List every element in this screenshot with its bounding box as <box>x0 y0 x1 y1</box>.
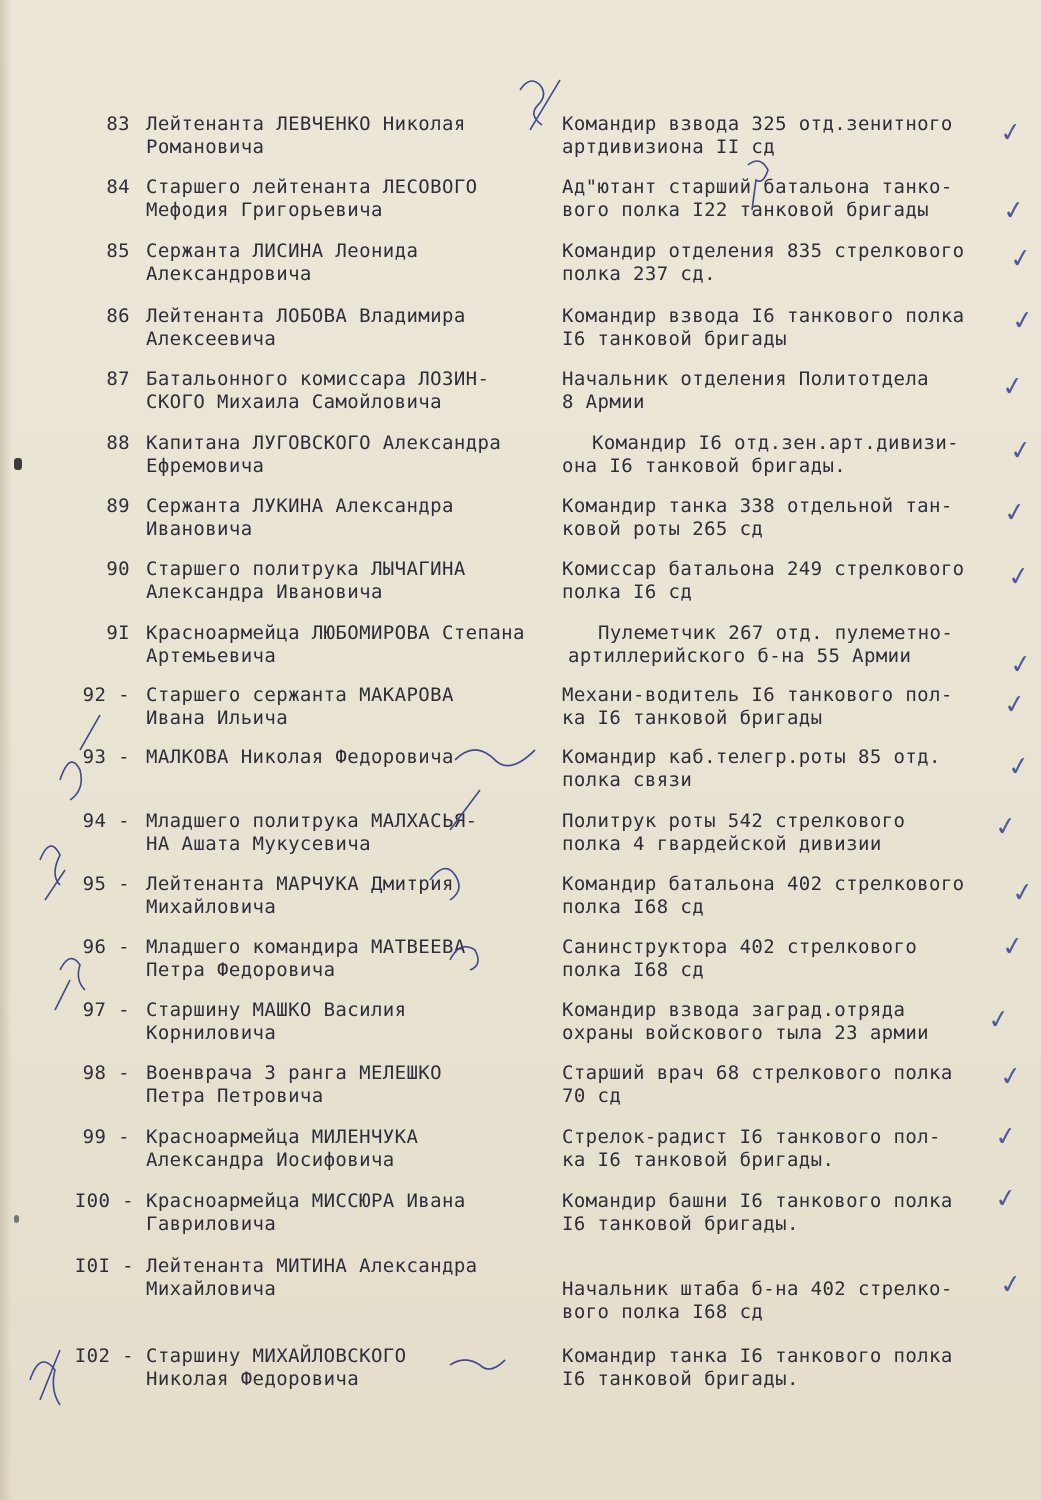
entry-number: 87 <box>106 368 130 390</box>
entry-number: 98 - <box>82 1062 130 1084</box>
entry-name-line: Александра Иосифовича <box>146 1149 395 1171</box>
entry-name-line: Лейтенанта ЛЕВЧЕНКО Николая <box>146 113 466 135</box>
check-mark-icon: ✓ <box>993 810 1019 844</box>
entry-position-line: I6 танковой бригады. <box>562 1368 799 1390</box>
entry-position-line: Комиссар батальона 249 стрелкового <box>562 558 965 580</box>
entry-name-line: Ефремовича <box>146 455 265 477</box>
entry-name-line: Капитана ЛУГОВСКОГО Александра <box>146 432 502 454</box>
entry-position-line: Командир танка I6 танкового полка <box>562 1345 953 1367</box>
entry-position-line: Ад"ютант старший батальона танко- <box>562 176 953 198</box>
entry-name-line: Старшину МИХАЙЛОВСКОГО <box>146 1345 407 1367</box>
check-mark-icon: ✓ <box>1010 304 1036 338</box>
entry-name-line: Александровича <box>146 263 312 285</box>
entry-name-line: СКОГО Михаила Самойловича <box>146 391 442 413</box>
entry-position-line: Начальник штаба б-на 402 стрелко- <box>562 1278 953 1300</box>
entry-number: 93 - <box>82 746 130 768</box>
check-mark-icon: ✓ <box>993 1120 1019 1154</box>
entry-position-line: 8 Армии <box>562 391 645 413</box>
entry-name-line: Красноармейца МИЛЕНЧУКА <box>146 1126 419 1148</box>
entry-position-line: полка I6 сд <box>562 581 693 603</box>
entry-position-line: вого полка I68 сд <box>562 1301 764 1323</box>
entry-number: 94 - <box>82 810 130 832</box>
entry-number: 97 - <box>82 999 130 1021</box>
entry-name-line: Красноармейца МИССЮРА Ивана <box>146 1190 466 1212</box>
entry-number: 96 - <box>82 936 130 958</box>
check-mark-icon: ✓ <box>998 1060 1024 1094</box>
entry-number: I00 - <box>74 1190 134 1212</box>
entry-position-line: она I6 танковой бригады. <box>562 455 847 477</box>
entry-position-line: Старший врач 68 стрелкового полка <box>562 1062 953 1084</box>
check-mark-icon: ✓ <box>998 1268 1024 1302</box>
entry-position-line: полка 237 сд. <box>562 263 716 285</box>
entry-position-line: Политрук роты 542 стрелкового <box>562 810 906 832</box>
entry-name-line: Корниловича <box>146 1022 277 1044</box>
check-mark-icon: ✓ <box>1010 876 1036 910</box>
entry-number: 92 - <box>82 684 130 706</box>
check-mark-icon: ✓ <box>1000 930 1026 964</box>
entry-name-line: Лейтенанта ЛОБОВА Владимира <box>146 305 466 327</box>
entry-number: 86 <box>106 305 130 327</box>
entry-position-line: полка I68 сд <box>562 959 705 981</box>
entry-position-line: 70 сд <box>562 1085 622 1107</box>
entry-position-line: охраны войскового тыла 23 армии <box>562 1022 930 1044</box>
entry-number: 84 <box>106 176 130 198</box>
entry-position-line: Командир башни I6 танкового полка <box>562 1190 953 1212</box>
entry-name-line: Младшего командира МАТВЕЕВА <box>146 936 466 958</box>
entry-position-line: Командир батальона 402 стрелкового <box>562 873 965 895</box>
entry-name-line: Гавриловича <box>146 1213 277 1235</box>
entry-name-line: Лейтенанта МИТИНА Александра <box>146 1255 478 1277</box>
entry-position-line: ковой роты 265 сд <box>562 518 764 540</box>
check-mark-icon: ✓ <box>1006 560 1032 594</box>
entry-name-line: Мефодия Григорьевича <box>146 199 383 221</box>
entry-name-line: Петра Федоровича <box>146 959 336 981</box>
entry-position-line: Санинструктора 402 стрелкового <box>562 936 918 958</box>
entry-name-line: Сержанта ЛИСИНА Леонида <box>146 240 419 262</box>
entry-name-line: Романовича <box>146 136 265 158</box>
entry-number: 88 <box>106 432 130 454</box>
entry-position-line: Командир танка 338 отдельной тан- <box>562 495 953 517</box>
entry-position-line: I6 танковой бригады. <box>562 1213 799 1235</box>
entry-name-line: Артемьевича <box>146 645 277 667</box>
entry-position-line: I6 танковой бригады <box>562 328 787 350</box>
entry-position-line: полка связи <box>562 769 693 791</box>
entry-position-line: ка I6 танковой бригады <box>562 707 823 729</box>
check-mark-icon: ✓ <box>993 1182 1019 1216</box>
entry-position-line: артиллерийского б-на 55 Армии <box>568 645 912 667</box>
entry-name-line: Михайловича <box>146 1278 277 1300</box>
entry-number: I0I - <box>74 1255 134 1277</box>
entry-name-line: Младшего политрука МАЛХАСЬЯ- <box>146 810 478 832</box>
entry-position-line: Командир каб.телегр.роты 85 отд. <box>562 746 941 768</box>
entry-name-line: Ивановича <box>146 518 253 540</box>
entry-name-line: Старшину МАШКО Василия <box>146 999 407 1021</box>
entry-name-line: Военврача 3 ранга МЕЛЕШКО <box>146 1062 442 1084</box>
entry-number: 9I <box>106 622 130 644</box>
entry-name-line: Алексеевича <box>146 328 277 350</box>
check-mark-icon: ✓ <box>1002 496 1028 530</box>
check-mark-icon: ✓ <box>986 1003 1012 1037</box>
entry-position-line: Командир отделения 835 стрелкового <box>562 240 965 262</box>
entry-name-line: Лейтенанта МАРЧУКА Дмитрия <box>146 873 454 895</box>
entry-position-line: Начальник отделения Политотдела <box>562 368 930 390</box>
entry-name-line: Николая Федоровича <box>146 1368 360 1390</box>
entry-position-line: полка 4 гвардейской дивизии <box>562 833 882 855</box>
entry-name-line: Александра Ивановича <box>146 581 383 603</box>
entry-position-line: полка I68 сд <box>562 896 705 918</box>
entry-position-line: Командир взвода I6 танкового полка <box>562 305 965 327</box>
entry-name-line: МАЛКОВА Николая Федоровича <box>146 746 454 768</box>
check-mark-icon: ✓ <box>1008 648 1034 682</box>
entry-position-line: Механи-водитель I6 танкового пол- <box>562 684 953 706</box>
entry-name-line: Ивана Ильича <box>146 707 289 729</box>
check-mark-icon: ✓ <box>1000 370 1026 404</box>
check-mark-icon: ✓ <box>1008 434 1034 468</box>
entry-number: 99 - <box>82 1126 130 1148</box>
check-mark-icon: ✓ <box>1008 242 1034 276</box>
check-mark-icon: ✓ <box>1006 750 1032 784</box>
entry-name-line: Сержанта ЛУКИНА Александра <box>146 495 454 517</box>
entry-name-line: Старшего сержанта МАКАРОВА <box>146 684 454 706</box>
entry-name-line: Петра Петровича <box>146 1085 324 1107</box>
entry-name-line: НА Ашата Мукусевича <box>146 833 371 855</box>
entry-name-line: Старшего лейтенанта ЛЕСОВОГО <box>146 176 478 198</box>
entry-number: 89 <box>106 495 130 517</box>
entry-name-line: Красноармейца ЛЮБОМИРОВА Степана <box>146 622 525 644</box>
entry-name-line: Михайловича <box>146 896 277 918</box>
entry-position-line: Пулеметчик 267 отд. пулеметно- <box>598 622 954 644</box>
entry-position-line: ка I6 танковой бригады. <box>562 1149 835 1171</box>
entry-name-line: Батальонного комиссара ЛОЗИН- <box>146 368 490 390</box>
entry-position-line: Командир взвода 325 отд.зенитного <box>562 113 953 135</box>
entry-number: 95 - <box>82 873 130 895</box>
entry-number: 83 <box>106 113 130 135</box>
entry-number: I02 - <box>74 1345 134 1367</box>
entry-number: 85 <box>106 240 130 262</box>
entry-number: 90 <box>106 558 130 580</box>
check-mark-icon: ✓ <box>998 116 1024 150</box>
check-mark-icon: ✓ <box>1001 194 1027 228</box>
entry-position-line: Командир взвода заград.отряда <box>562 999 906 1021</box>
entry-position-line: вого полка I22 танковой бригады <box>562 199 930 221</box>
check-mark-icon: ✓ <box>1002 688 1028 722</box>
entry-name-line: Старшего политрука ЛЫЧАГИНА <box>146 558 466 580</box>
entry-position-line: артдивизиона II сд <box>562 136 776 158</box>
entry-position-line: Стрелок-радист I6 танкового пол- <box>562 1126 941 1148</box>
entry-position-line: Командир I6 отд.зен.арт.дивизи- <box>592 432 960 454</box>
